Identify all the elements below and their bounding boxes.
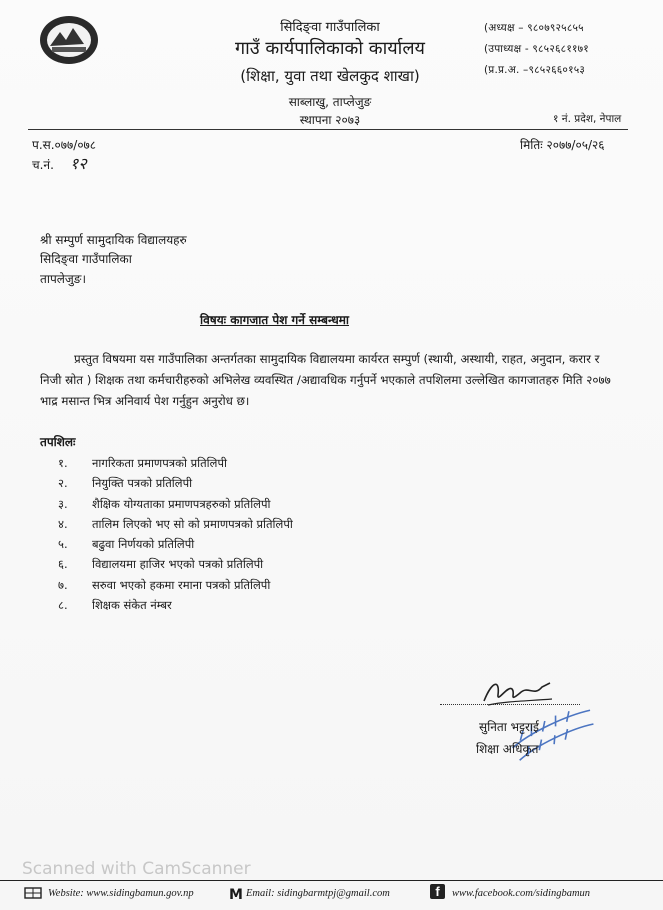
item-number: ६. bbox=[58, 557, 68, 572]
globe-icon bbox=[24, 886, 42, 900]
recipient-line: तापलेजुङ। bbox=[40, 272, 86, 286]
municipality-name: सिदिङ्वा गाउँपालिका bbox=[280, 20, 380, 35]
letter-date: मितिः २०७७/०५/२६ bbox=[520, 138, 605, 152]
item-number: ७. bbox=[58, 577, 68, 592]
footer-divider bbox=[0, 880, 663, 881]
section-name: (शिक्षा, युवा तथा खेलकुद शाखा) bbox=[240, 67, 420, 85]
office-name: गाउँ कार्यपालिकाको कार्यालय bbox=[235, 38, 425, 59]
recipient-line: सिदिङ्वा गाउँपालिका bbox=[40, 252, 132, 266]
chalani-label: च.नं. bbox=[32, 158, 54, 172]
scanner-watermark: Scanned with CamScanner bbox=[22, 859, 251, 879]
item-text: सरुवा भएको हकमा रमाना पत्रको प्रतिलिपी bbox=[92, 577, 271, 592]
province-label: १ नं. प्रदेश, नेपाल bbox=[553, 113, 622, 125]
reference-number: प.स.०७७/०७८ bbox=[32, 138, 97, 152]
letter-body: प्रस्तुत विषयमा यस गाउँपालिका अन्तर्गतका सामुदायिक विद्यालयमा कार्यरत सम्पुर्ण (स्थायी, अस्थायी, राहत, अनुदान, करार र निजी स्रोत ) शिक्षक तथा कर्मचारीहरुको अभिलेख व्यवस्थित /अद्यावधिक गर्नुपर्ने भएकाले तपशिलमा उल्लेखित कागजातहरु मिति २०७७ भाद्र मसान्त भित्र अनिवार्य पेश गर्नुहुन अनुरोध छ। bbox=[40, 352, 611, 408]
letter-subject: विषयः कागजात पेश गर्ने सम्बन्धमा bbox=[200, 313, 349, 327]
footer-email[interactable]: Email: sidingbarmtpj@gmail.com bbox=[246, 888, 390, 899]
mail-icon: M bbox=[229, 887, 243, 903]
item-number: २. bbox=[58, 476, 68, 491]
nepal-emblem-icon bbox=[38, 14, 100, 66]
item-text: विद्यालयमा हाजिर भएको पत्रको प्रतिलिपी bbox=[92, 557, 264, 572]
chalani-number: १२ bbox=[70, 154, 87, 173]
item-text: नियुक्ति पत्रको प्रतिलिपी bbox=[92, 476, 193, 491]
list-item bbox=[58, 514, 293, 534]
list-item bbox=[58, 554, 293, 574]
details-heading: तपशिलः bbox=[40, 435, 76, 449]
facebook-icon: f bbox=[430, 884, 445, 899]
list-item bbox=[58, 534, 293, 554]
header-divider bbox=[28, 129, 628, 130]
contact-chair: (अध्यक्ष – ९८०७९२५८५५ bbox=[484, 22, 584, 34]
list-item bbox=[58, 473, 293, 493]
signer-name: सुनिता भट्टराई bbox=[479, 720, 539, 734]
recipient-line: श्री सम्पुर्ण सामुदायिक विद्यालयहरु bbox=[40, 233, 187, 247]
item-number: ३. bbox=[58, 496, 68, 511]
item-text: तालिम लिएको भए सो को प्रमाणपत्रको प्रतिलिपी bbox=[92, 516, 293, 531]
list-item bbox=[58, 575, 293, 595]
item-number: ८. bbox=[58, 598, 68, 613]
list-item bbox=[58, 494, 293, 514]
signer-title: शिक्षा अधिकृत bbox=[476, 742, 539, 756]
list-item bbox=[58, 453, 293, 473]
office-location: साब्लाखु, ताप्लेजुङ bbox=[288, 95, 372, 109]
list-item bbox=[58, 595, 293, 615]
details-list bbox=[58, 453, 293, 615]
item-text: शिक्षक संकेत नंम्बर bbox=[92, 598, 172, 613]
item-text: बढुवा निर्णयको प्रतिलिपी bbox=[92, 537, 195, 552]
footer-facebook[interactable]: www.facebook.com/sidingbamun bbox=[452, 888, 591, 899]
footer-website[interactable]: Website: www.sidingbamun.gov.np bbox=[48, 888, 194, 899]
item-text: नागरिकता प्रमाणपत्रको प्रतिलिपी bbox=[92, 456, 227, 470]
item-number: ४. bbox=[58, 516, 68, 531]
item-text: शैक्षिक योग्यताका प्रमाणपत्रहरुको प्रतिलिपी bbox=[92, 496, 271, 511]
established-year: स्थापना २०७३ bbox=[299, 113, 361, 127]
item-number: १. bbox=[58, 456, 68, 470]
contact-cao: (प्र.प्र.अ. –९८५२६६०१५३ bbox=[484, 64, 586, 76]
contact-vice-chair: (उपाध्यक्ष - ९८५२६८११७१ bbox=[484, 43, 589, 55]
item-number: ५. bbox=[58, 537, 68, 552]
official-stamp bbox=[503, 702, 603, 770]
